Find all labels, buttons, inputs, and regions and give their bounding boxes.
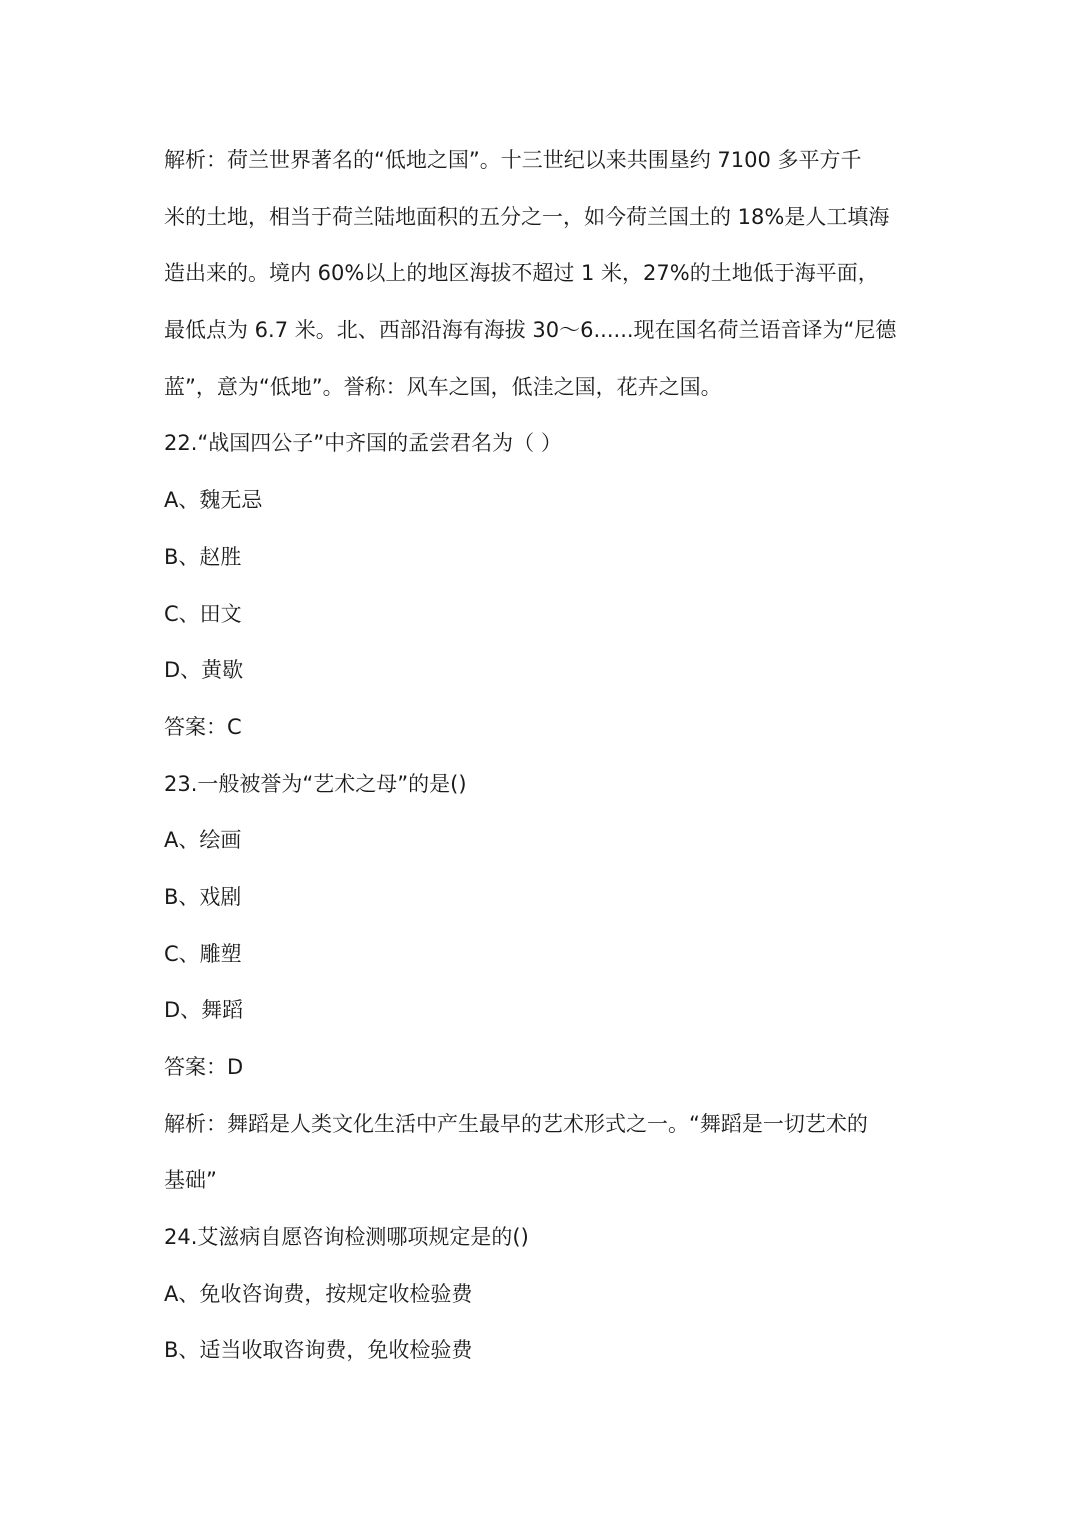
question-24 — [164, 1209, 924, 1379]
option-a: A、绘画 — [164, 828, 242, 853]
option-c: C、田文 — [164, 601, 242, 626]
answer: 答案：C — [164, 714, 242, 739]
answer: 答案：D — [164, 1055, 244, 1079]
question-23 — [164, 756, 924, 1210]
analysis-q21 — [164, 132, 924, 415]
option-b: B、适当收取咨询费，免收检验费 — [164, 1338, 473, 1363]
question-text: 24.艾滋病自愿咨询检测哪项规定是的() — [164, 1225, 529, 1250]
option-b: B、赵胜 — [164, 544, 242, 569]
analysis-line: 解析：舞蹈是人类文化生活中产生最早的艺术形式之一。“舞蹈是一切艺术的 — [164, 1111, 868, 1136]
question-text: 22.“战国四公子”中齐国的孟尝君名为（ ） — [164, 431, 562, 456]
option-b: B、戏剧 — [164, 884, 242, 909]
option-c: C、雕塑 — [164, 941, 242, 966]
analysis-line: 蓝”，意为“低地”。誉称：风车之国，低洼之国，花卉之国。 — [164, 374, 722, 399]
question-22 — [164, 415, 924, 755]
analysis-line: 米的土地，相当于荷兰陆地面积的五分之一，如今荷兰国土的 18%是人工填海 — [164, 204, 890, 229]
analysis-line: 解析：荷兰世界著名的“低地之国”。十三世纪以来共围垦约 7100 多平方千 — [164, 148, 862, 172]
analysis-line: 造出来的。境内 60%以上的地区海拔不超过 1 米，27%的土地低于海平面， — [164, 261, 879, 286]
option-a: A、魏无忌 — [164, 488, 263, 513]
analysis-line: 最低点为 6.7 米。北、西部沿海有海拔 30～6......现在国名荷兰语音译为“尼德 — [164, 318, 897, 343]
analysis-line: 基础” — [164, 1168, 217, 1193]
document-page — [164, 132, 924, 1379]
question-text: 23.一般被誉为“艺术之母”的是() — [164, 771, 467, 796]
option-d: D、黄歇 — [164, 658, 244, 683]
option-d: D、舞蹈 — [164, 998, 244, 1023]
option-a: A、免收咨询费，按规定收检验费 — [164, 1281, 473, 1306]
